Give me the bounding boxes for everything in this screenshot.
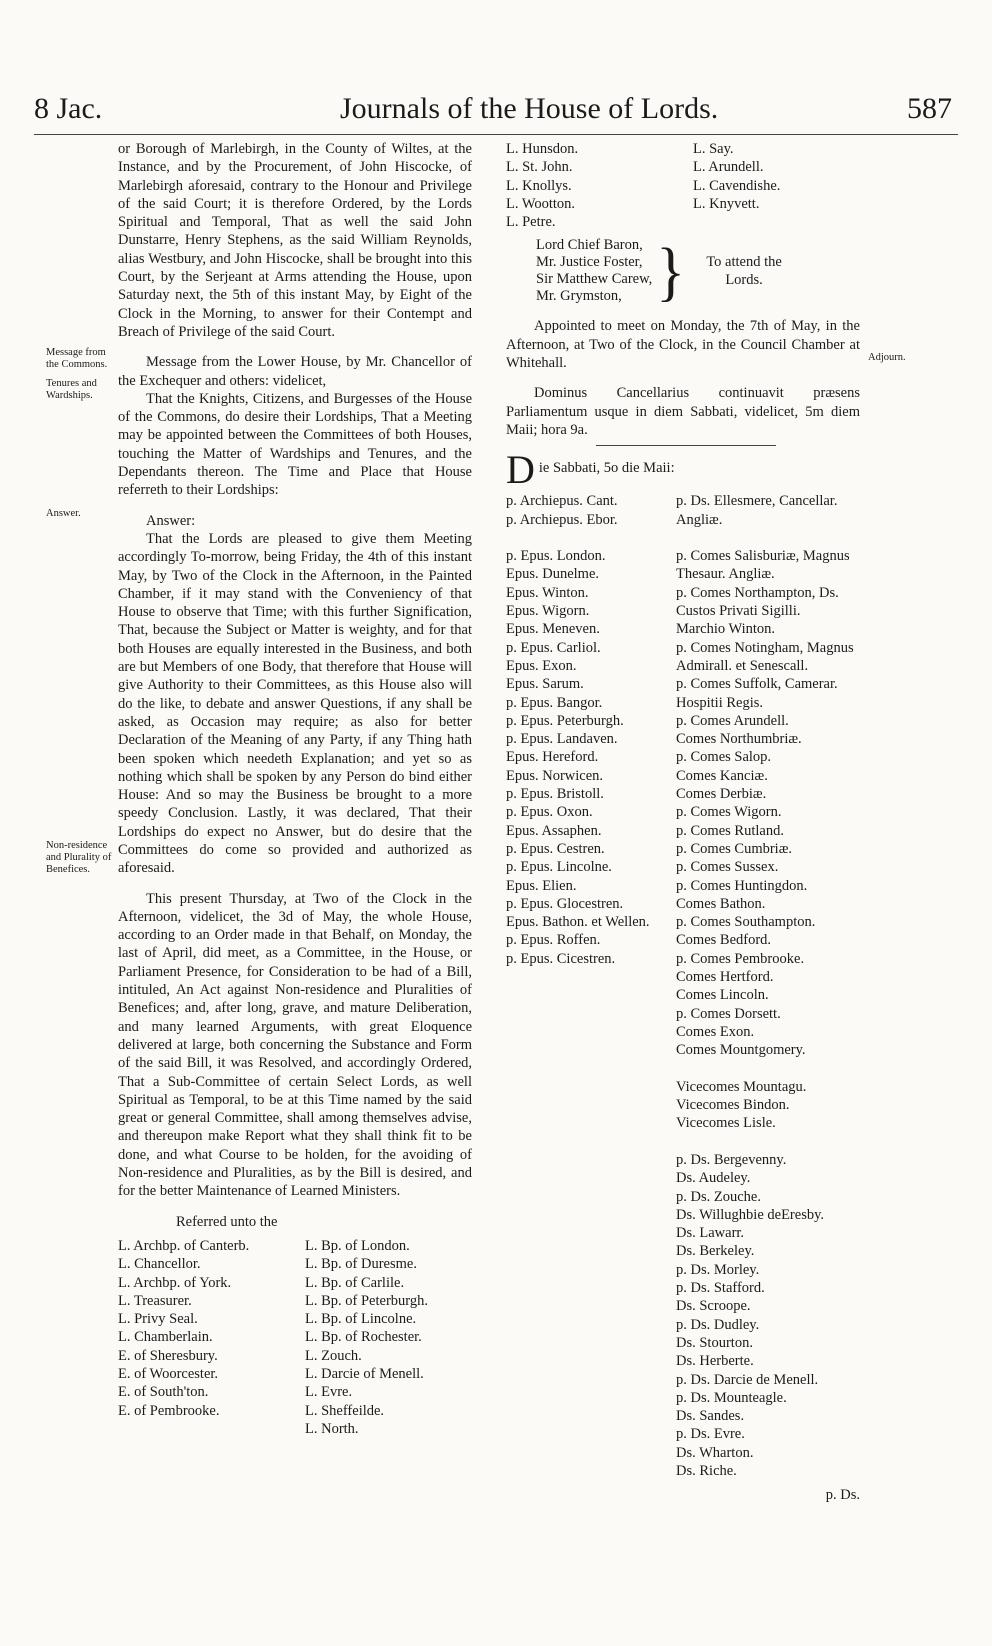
attendance-entry: p. Epus. Peterburgh. [506,712,624,729]
attendance-entry: p. Comes Pembrooke. [676,950,805,967]
attendance-entry: p. Comes Rutland. [676,822,784,839]
committee-member: L. Archbp. of York. [118,1274,232,1291]
committee-member: L. Bp. of Duresme. [305,1256,417,1273]
committee-member: E. of Sheresbury. [118,1347,218,1364]
referred-heading: Referred unto the [176,1213,278,1230]
judge-name: Lord Chief Baron, [536,237,643,254]
section-rule [596,445,776,446]
committee-member: L. Bp. of Rochester. [305,1329,422,1346]
lord-name: L. St. John. [506,159,573,176]
judges-list [536,237,652,305]
committee-member: L. Bp. of London. [305,1237,410,1254]
attendance-entry: p. Ds. Mounteagle. [676,1389,787,1406]
attendance-entry: Comes Bedford. [676,932,772,949]
attendance-entry: Vicecomes Mountagu. [676,1078,807,1095]
attendance-entry: Ds. Sandes. [676,1408,745,1425]
attendance-entry: Epus. Norwicen. [506,767,604,784]
lords-list-right [693,140,860,231]
committee-member: L. Bp. of Lincolne. [305,1311,417,1328]
attendance-entry: p. Comes Cumbriæ. [676,840,793,857]
committee-member: L. Privy Seal. [118,1311,198,1328]
margin-note-adjourn: Adjourn. [868,352,906,363]
header-title: Journals of the House of Lords. [340,92,719,125]
attendance-entry: p. Ds. Morley. [676,1261,760,1278]
attendance-entry: Ds. Berkeley. [676,1243,755,1260]
attendance-entry: p. Comes Dorsett. [676,1005,781,1022]
attendance-entry: p. Ds. Stafford. [676,1280,765,1297]
committee-member: E. of Pembrooke. [118,1402,220,1419]
attendance-list [506,492,860,1480]
date-heading: ie Sabbati, 5o die Maii: [538,460,675,477]
attendance-entry: Ds. Scroope. [676,1298,751,1315]
committee-list-left [118,1237,285,1438]
attendance-entry: Epus. Elien. [506,877,577,894]
committee-member: L. Zouch. [305,1347,362,1364]
lord-name: L. Knyvett. [693,195,760,212]
attendance-entry: Ds. Audeley. [676,1170,751,1187]
attendance-entry: Epus. Hereford. [506,749,599,766]
committee-member: L. Treasurer. [118,1292,192,1309]
committee-member: L. North. [305,1420,359,1437]
lord-name: L. Say. [693,141,734,157]
attendance-entry: Epus. Winton. [506,584,589,601]
attendance-entry: p. Ds. Bergevenny. [676,1151,787,1168]
header-rule [34,134,958,135]
attendance-entry: p. Epus. Bangor. [506,694,603,711]
attendance-entry: Comes Lincoln. [676,987,769,1004]
committee-member: E. of South'ton. [118,1384,209,1401]
drop-cap: D [506,452,535,489]
attendance-entry: p. Epus. Lincolne. [506,859,612,876]
committee-list-right [305,1237,472,1438]
lords-list [506,140,860,231]
right-column [506,140,860,1505]
committee-member: L. Bp. of Carlile. [305,1274,405,1291]
attendance-entry: Comes Mountgomery. [676,1042,806,1059]
judge-name: Mr. Justice Foster, [536,254,643,271]
attendance-entry: p. Comes Northampton, Ds. Custos Privati Sigilli. [676,584,839,620]
attendance-entry [676,529,856,547]
committee-member: L. Archbp. of Canterb. [118,1237,250,1254]
attendance-entry [506,529,656,547]
attendance-entry: Ds. Herberte. [676,1353,754,1370]
committee-member: L. Chancellor. [118,1256,201,1273]
attendance-entry: Epus. Assaphen. [506,822,602,839]
paragraph-privilege-order: or Borough of Marlebirgh, in the County of Wiltes, at the Instance, and by the Procurement, of John Hiscocke, of Marlebirgh aforesaid, contrary to the Honour and Privilege of the said Court; it is therefore Ordered, by the Lords Spiritual and Temporal, That as well the said John Dunstarre, Henry Stephens, as the said William Reynolds, alias Westbury, and John Hiscocke, shall be brought into this Court, by the Serjeant at Arms attending the House, upon Saturday next, the 5th of this instant May, by Eight of the Clock in the Morning, to answer for their Contempt and Breach of Privilege of the said Court. [118,141,472,340]
attendance-entry: p. Epus. Cicestren. [506,950,616,967]
attendance-entry: p. Epus. Bristoll. [506,786,604,803]
attendance-entry: Epus. Meneven. [506,621,600,638]
message-body: That the Knights, Citizens, and Burgesses of the House of the Commons, do desire their Lordships, That a Meeting may be appointed between the Committees of both Houses, touching the Matter of Wardships and Tenures, and the Dependants thereon. The Time and Place that House referreth to their Lordships: [118,390,472,499]
lords-list-left [506,140,673,231]
committee-list [118,1237,472,1438]
margin-note-nonresidence: Non-residence and Plurality of Benefices. [46,840,112,875]
attendance-entry: p. Epus. Landaven. [506,731,618,748]
attendance-entry: p. Epus. London. [506,548,606,565]
attendance-entry: Comes Derbiæ. [676,786,767,803]
attendance-entry: p. Comes Notingham, Magnus Admirall. et Senescall. [676,639,854,674]
attendance-entry: Ds. Lawarr. [676,1225,745,1242]
date-heading-block [506,452,860,488]
attendance-entry: p. Ds. Zouche. [676,1188,761,1205]
committee-member: L. Darcie of Menell. [305,1366,424,1382]
lord-name: L. Cavendishe. [693,177,781,194]
attendance-entry: Ds. Wharton. [676,1444,754,1461]
attendance-entry: p. Archiepus. Cant. [506,493,618,510]
attendance-entry [676,1133,856,1151]
attendance-entry: p. Comes Wigorn. [676,804,782,821]
attendance-entry: p. Epus. Roffen. [506,932,601,949]
answer-body: That the Lords are pleased to give them Meeting accordingly To-morrow, being Friday, the 4th of this instant May, by Two of the Clock in the Afternoon, in the Painted Chamber, if it may stand with the Conveniency of that House to observe that Time; with this further Signification, That, because the Subject or Matter is weighty, and for that both Houses are equally interested in the Business, and both are but Members of one Body, that therefore that House will give Authority to their Committees, as this House also will do the like, to debate and answer Questions, if any shall be asked, as Occasion may require; as also for better Declaration of the Meaning of any Party, if any Thing hath been spoken which needeth Explanation; and yet so as nothing which shall be spoken by any Person do bind either House: And so may the Business be brought to a more speedy Conclusion. Lastly, it was declared, That their Lordships do expect no Answer, but do desire that the Committees do come so provided and authorized as aforesaid. [118,530,472,877]
attendance-entry: Comes Exon. [676,1023,755,1040]
left-column [118,140,472,1438]
attendance-entry: p. Comes Salisburiæ, Magnus Thesaur. Angliæ. [676,548,850,583]
lord-name: L. Arundell. [693,159,764,176]
attendance-entry: Vicecomes Lisle. [676,1115,776,1132]
judges-block [536,235,860,308]
attendance-entry: p. Epus. Cestren. [506,840,605,857]
lord-name: L. Hunsdon. [506,141,579,157]
margin-note-answer: Answer. [46,508,81,519]
attendance-entry: Vicecomes Bindon. [676,1097,790,1114]
lord-name: L. Knollys. [506,177,572,194]
brace-glyph: } [656,235,686,308]
attendance-entry: Epus. Exon. [506,657,577,674]
attendance-entry: p. Ds. Dudley. [676,1316,760,1333]
attendance-entry: Marchio Winton. [676,621,776,638]
margin-note-message: Message from the Commons. [46,347,108,370]
attendance-entry: Comes Kanciæ. [676,767,768,784]
attendance-entry: p. Ds. Ellesmere, Cancellar. Angliæ. [676,493,838,528]
attendance-entry: Epus. Wigorn. [506,603,590,620]
attendance-temporal [676,492,856,1480]
header-page-number: 587 [907,92,952,125]
judges-note: To attend the Lords. [706,254,782,289]
committee-member: E. of Woorcester. [118,1366,219,1382]
attendance-entry: p. Archiepus. Ebor. [506,511,618,528]
attendance-entry: Epus. Bathon. et Wellen. [506,914,650,931]
attendance-entry: p. Ds. Evre. [676,1426,745,1443]
judge-name: Mr. Grymston, [536,288,622,305]
attendance-entry: p. Epus. Oxon. [506,804,593,821]
committee-member: L. Chamberlain. [118,1329,213,1346]
attendance-entry: Comes Northumbriæ. [676,731,802,748]
attendance-entry [676,1059,856,1077]
attendance-entry: Ds. Stourton. [676,1334,753,1351]
header-regnal-year: 8 Jac. [34,92,103,125]
attendance-entry: p. Epus. Carliol. [506,639,601,656]
attendance-entry: Epus. Sarum. [506,676,584,693]
attendance-entry: p. Comes Salop. [676,749,772,766]
lord-name: L. Petre. [506,214,556,231]
lord-name: L. Wootton. [506,195,576,212]
margin-note-tenures: Tenures and Wardships. [46,378,97,401]
attendance-entry: p. Epus. Glocestren. [506,895,624,912]
nonresidence-body: This present Thursday, at Two of the Clock in the Afternoon, videlicet, the 3d of May, the whole House, according to an Order made in that Behalf, on Monday, the last of April, did meet, as a Committee, in the House, or Parliament Presence, for Consideration to be had of a Bill, intituled, An Act against Non-residence and Pluralities of Benefices; and, after long, grave, and mature Deliberation, and many learned Arguments, with great Eloquence delivered at large, both concerning the Substance and Form of the said Bill, it was Resolved, and accordingly Ordered, That a Sub-Committee of certain Select Lords, as well Spiritual as Temporal, to be at this Time named by the said great or general Committee, shall among themselves advise, and thereupon make Report what they shall think fit to be done, and what Course to be holden, for the avoiding of Non-residence and Pluralities, as by the Bill is desired, and for the better Maintenance of Learned Ministers. [118,890,472,1200]
attendance-entry: Comes Hertford. [676,968,774,985]
attendance-entry: p. Comes Suffolk, Camerar. Hospitii Regis. [676,676,838,711]
message-heading: Message from the Lower House, by Mr. Chancellor of the Exchequer and others: videlicet, [118,354,472,389]
adjourn-text: Dominus Cancellarius continuavit præsens Parliamentum usque in diem Sabbati, videlicet, 5m diem Maii; hora 9a. [506,385,860,438]
committee-member: L. Sheffeilde. [305,1402,385,1419]
committee-member: L. Evre. [305,1384,353,1401]
attendance-entry: p. Comes Southampton. [676,914,816,931]
answer-heading: Answer: [146,512,196,529]
attendance-spiritual [506,492,656,1480]
attendance-entry: p. Ds. Darcie de Menell. [676,1371,819,1388]
attendance-entry: Comes Bathon. [676,895,766,912]
committee-member: L. Bp. of Peterburgh. [305,1292,428,1309]
attendance-entry: Ds. Riche. [676,1463,737,1479]
attendance-entry: Epus. Dunelme. [506,566,600,583]
attendance-entry: Ds. Willughbie deEresby. [676,1206,825,1223]
catchword: p. Ds. [825,1487,860,1504]
judge-name: Sir Matthew Carew, [536,271,653,288]
attendance-entry: p. Comes Huntingdon. [676,877,808,894]
attendance-entry: p. Comes Arundell. [676,712,789,729]
appointed-text: Appointed to meet on Monday, the 7th of May, in the Afternoon, at Two of the Clock, in the Council Chamber at Whitehall. [506,318,860,372]
attendance-entry: p. Comes Sussex. [676,859,779,876]
